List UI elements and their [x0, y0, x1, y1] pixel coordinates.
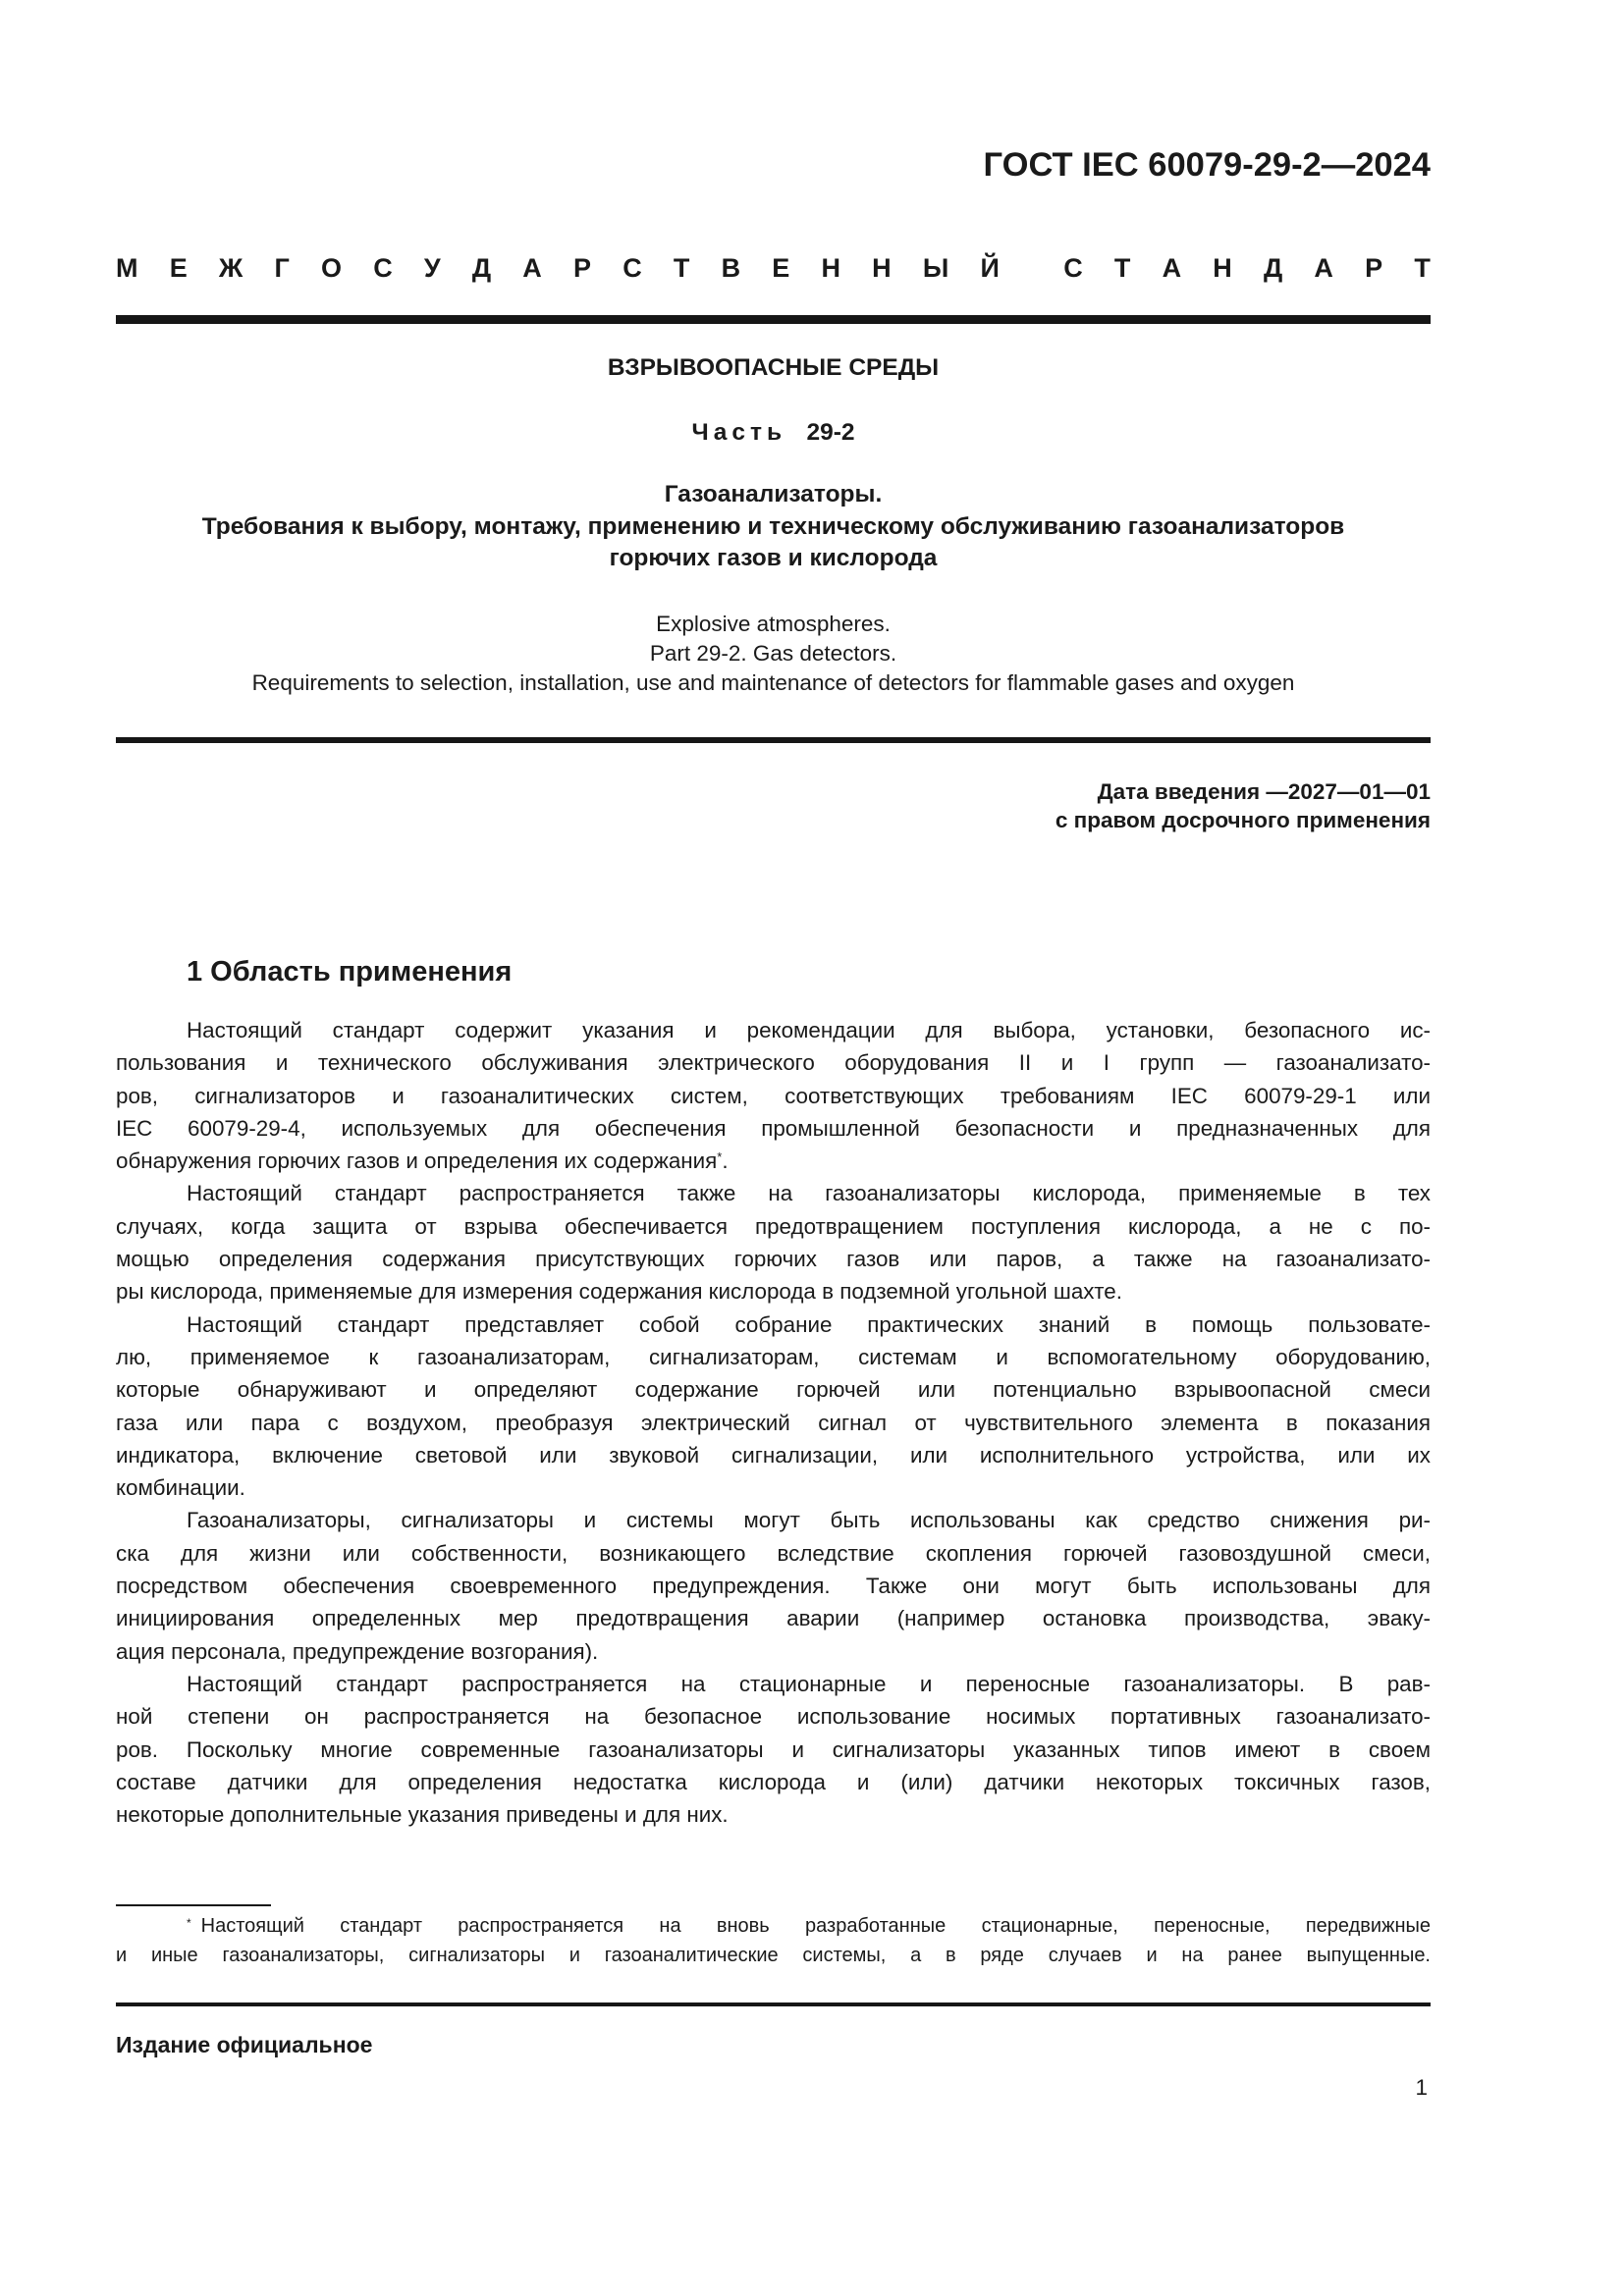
text-line-content: посредством обеспечения своевременного предупреждения. Также они могут быть использованы для — [116, 1574, 1431, 1599]
early-application-note: с правом досрочного применения — [1055, 808, 1431, 832]
text-line-content: Настоящий стандарт распространяется на стационарные и переносные газоанализаторы. В рав- — [187, 1671, 1431, 1696]
heading-letter: Ы — [922, 253, 949, 283]
footnote — [116, 1911, 1431, 1970]
text-line-content: обнаружения горючих газов и определения их содержания*. — [116, 1148, 729, 1174]
text-line-content: Газоанализаторы, сигнализаторы и системы могут быть использованы как средство снижения ри- — [187, 1508, 1431, 1533]
section-heading: 1 Область применения — [187, 956, 513, 988]
text-line — [116, 1407, 1431, 1439]
text-line-content: пользования и технического обслуживания электрического оборудования II и I групп — газоанализато- — [116, 1050, 1431, 1076]
section-body — [116, 1014, 1431, 1831]
heading-letter: М — [116, 253, 138, 283]
text-line-content: индикатора, включение световой или звуковой сигнализации, или исполнительного устройства, или их — [116, 1442, 1431, 1468]
paragraph — [116, 1177, 1431, 1308]
text-line-content: мощью определения содержания присутствующих горючих газов или паров, а также на газоанализато- — [116, 1247, 1431, 1272]
text-line — [116, 1668, 1431, 1700]
footnote-line-content: * Настоящий стандарт распространяется на вновь разработанные стационарные, переносные, передвижные — [187, 1915, 1431, 1937]
heading-letter: Т — [673, 253, 690, 283]
subtitle-line-2: Требования к выбору, монтажу, применению и техническому обслуживанию газоанализаторов — [201, 513, 1345, 540]
part-title — [116, 417, 1431, 449]
heading-letter: Г — [274, 253, 290, 283]
text-line-content: Настоящий стандарт содержит указания и рекомендации для выбора, установки, безопасного ис- — [187, 1018, 1431, 1042]
text-line — [116, 1046, 1431, 1079]
text-line-content: Настоящий стандарт распространяется также на газоанализаторы кислорода, применяемые в тех — [187, 1181, 1431, 1206]
text-line — [116, 1177, 1431, 1209]
heading-letter: Т — [1113, 253, 1131, 283]
text-line — [116, 1798, 1431, 1831]
heading-letter: С — [373, 253, 393, 283]
text-line-content: случаях, когда защита от взрыва обеспечивается предотвращением поступления кислорода, а не с по- — [116, 1213, 1431, 1239]
text-line — [116, 1537, 1431, 1570]
footnote-separator — [116, 1904, 271, 1906]
text-line — [116, 1080, 1431, 1112]
text-line-content: ной степени он распространяется на безопасное использование носимых портативных газоанализато- — [116, 1704, 1431, 1730]
text-line — [116, 1308, 1431, 1341]
heading-letter: А — [1162, 253, 1182, 283]
text-line — [116, 1504, 1431, 1536]
footnote-line — [116, 1941, 1431, 1970]
text-line-content: составе датчики для определения недостатка кислорода и (или) датчики некоторых токсичных газов, — [116, 1769, 1431, 1794]
text-line — [116, 1210, 1431, 1243]
text-line-content: комбинации. — [116, 1475, 245, 1501]
heading-letter: Н — [821, 253, 840, 283]
text-line — [116, 1341, 1431, 1373]
text-line — [116, 1471, 1431, 1504]
heading-letter: А — [522, 253, 542, 283]
text-line-content: ация персонала, предупреждение возгорания). — [116, 1638, 599, 1664]
heading-letter: Д — [471, 253, 492, 283]
text-line-content: которые обнаруживают и определяют содержание горючей или потенциально взрывоопасной смеси — [116, 1377, 1431, 1403]
heading-letter: Н — [1213, 253, 1232, 283]
footnote-line — [116, 1911, 1431, 1941]
official-edition-label: Издание официальное — [116, 2032, 373, 2057]
text-line — [116, 1602, 1431, 1634]
text-line-content: инициирования определенных мер предотвращения аварии (например остановка производства, эваку- — [116, 1606, 1431, 1631]
heading-letter: Е — [772, 253, 790, 283]
heading-letter: Т — [1414, 253, 1431, 283]
footer-rule — [116, 2002, 1431, 2006]
text-line — [116, 1570, 1431, 1602]
text-line — [116, 1275, 1431, 1308]
heading-letter: Д — [1263, 253, 1283, 283]
page-number: 1 — [1415, 2075, 1428, 2100]
text-line-content: газа или пара с воздухом, преобразуя электрический сигнал от чувствительного элемента в показания — [116, 1410, 1431, 1435]
text-line-content: ры кислорода, применяемые для измерения содержания кислорода в подземной угольной шахте. — [116, 1279, 1122, 1305]
paragraph — [116, 1668, 1431, 1831]
english-title-line-2: Part 29-2. Gas detectors. — [649, 641, 897, 666]
title-rule — [116, 737, 1431, 743]
subtitle-line-3: горючих газов и кислорода — [609, 545, 938, 571]
footnote-marker: * — [187, 1916, 191, 1930]
standard-title: ВЗРЫВООПАСНЫЕ СРЕДЫ — [607, 354, 940, 381]
english-title-line-1: Explosive atmospheres. — [656, 612, 891, 636]
text-line — [116, 1635, 1431, 1668]
text-line — [116, 1734, 1431, 1766]
heading-letter: А — [1314, 253, 1333, 283]
text-line — [116, 1439, 1431, 1471]
text-line-content: ров, сигнализаторов и газоаналитических систем, соответствующих требованиям IEC 60079-29-1 или — [116, 1083, 1431, 1108]
header-rule — [116, 315, 1431, 324]
text-line — [116, 1700, 1431, 1733]
text-line-content: ска для жизни или собственности, возникающего вследствие скопления горючей газовоздушной смеси, — [116, 1540, 1431, 1566]
heading-letter: Р — [572, 253, 591, 283]
text-line — [116, 1145, 1431, 1177]
text-line-content: лю, применяемое к газоанализаторам, сигнализаторам, системам и вспомогательному оборудованию, — [116, 1344, 1431, 1369]
heading-letter: В — [721, 253, 741, 283]
document-code: ГОСТ IEC 60079-29-2—2024 — [983, 146, 1431, 184]
text-line-content: некоторые дополнительные указания приведены и для них. — [116, 1802, 729, 1828]
footnote-line-content: и иные газоанализаторы, сигнализаторы и газоаналитические системы, а в ряде случаев и на ранее выпущенные. — [116, 1945, 1431, 1966]
text-line-content: ров. Поскольку многие современные газоанализаторы и сигнализаторы указанных типов имеют в своем — [116, 1736, 1431, 1762]
paragraph — [116, 1014, 1431, 1177]
heading-letter: Р — [1365, 253, 1383, 283]
part-word: Часть — [691, 419, 787, 446]
text-line — [116, 1243, 1431, 1275]
heading-letter: С — [623, 253, 642, 283]
text-line — [116, 1112, 1431, 1145]
heading-letter: Е — [169, 253, 188, 283]
paragraph — [116, 1308, 1431, 1505]
heading-letter: О — [320, 253, 342, 283]
heading-letter: Н — [872, 253, 892, 283]
introduction-date: Дата введения —2027—01—01 — [1097, 779, 1431, 804]
paragraph — [116, 1504, 1431, 1667]
heading-letter: Ж — [218, 253, 244, 283]
text-line — [116, 1014, 1431, 1046]
text-line-content: Настоящий стандарт представляет собой собрание практических знаний в помощь пользовате- — [187, 1311, 1431, 1337]
subtitle-line-1: Газоанализаторы. — [664, 481, 883, 507]
part-number: 29-2 — [806, 419, 855, 446]
footnote-reference[interactable]: * — [717, 1149, 723, 1165]
heading-letter: У — [423, 253, 441, 283]
heading-letter: Й — [980, 253, 1000, 283]
text-line — [116, 1373, 1431, 1406]
text-line — [116, 1766, 1431, 1798]
heading-letter: С — [1063, 253, 1083, 283]
text-line-content: IEC 60079-29-4, используемых для обеспечения промышленной безопасности и предназначенных для — [116, 1115, 1431, 1141]
interstate-standard-heading — [116, 252, 1431, 284]
english-title-line-3: Requirements to selection, installation, use and maintenance of detectors for flammable gases and oxygen — [251, 670, 1295, 695]
